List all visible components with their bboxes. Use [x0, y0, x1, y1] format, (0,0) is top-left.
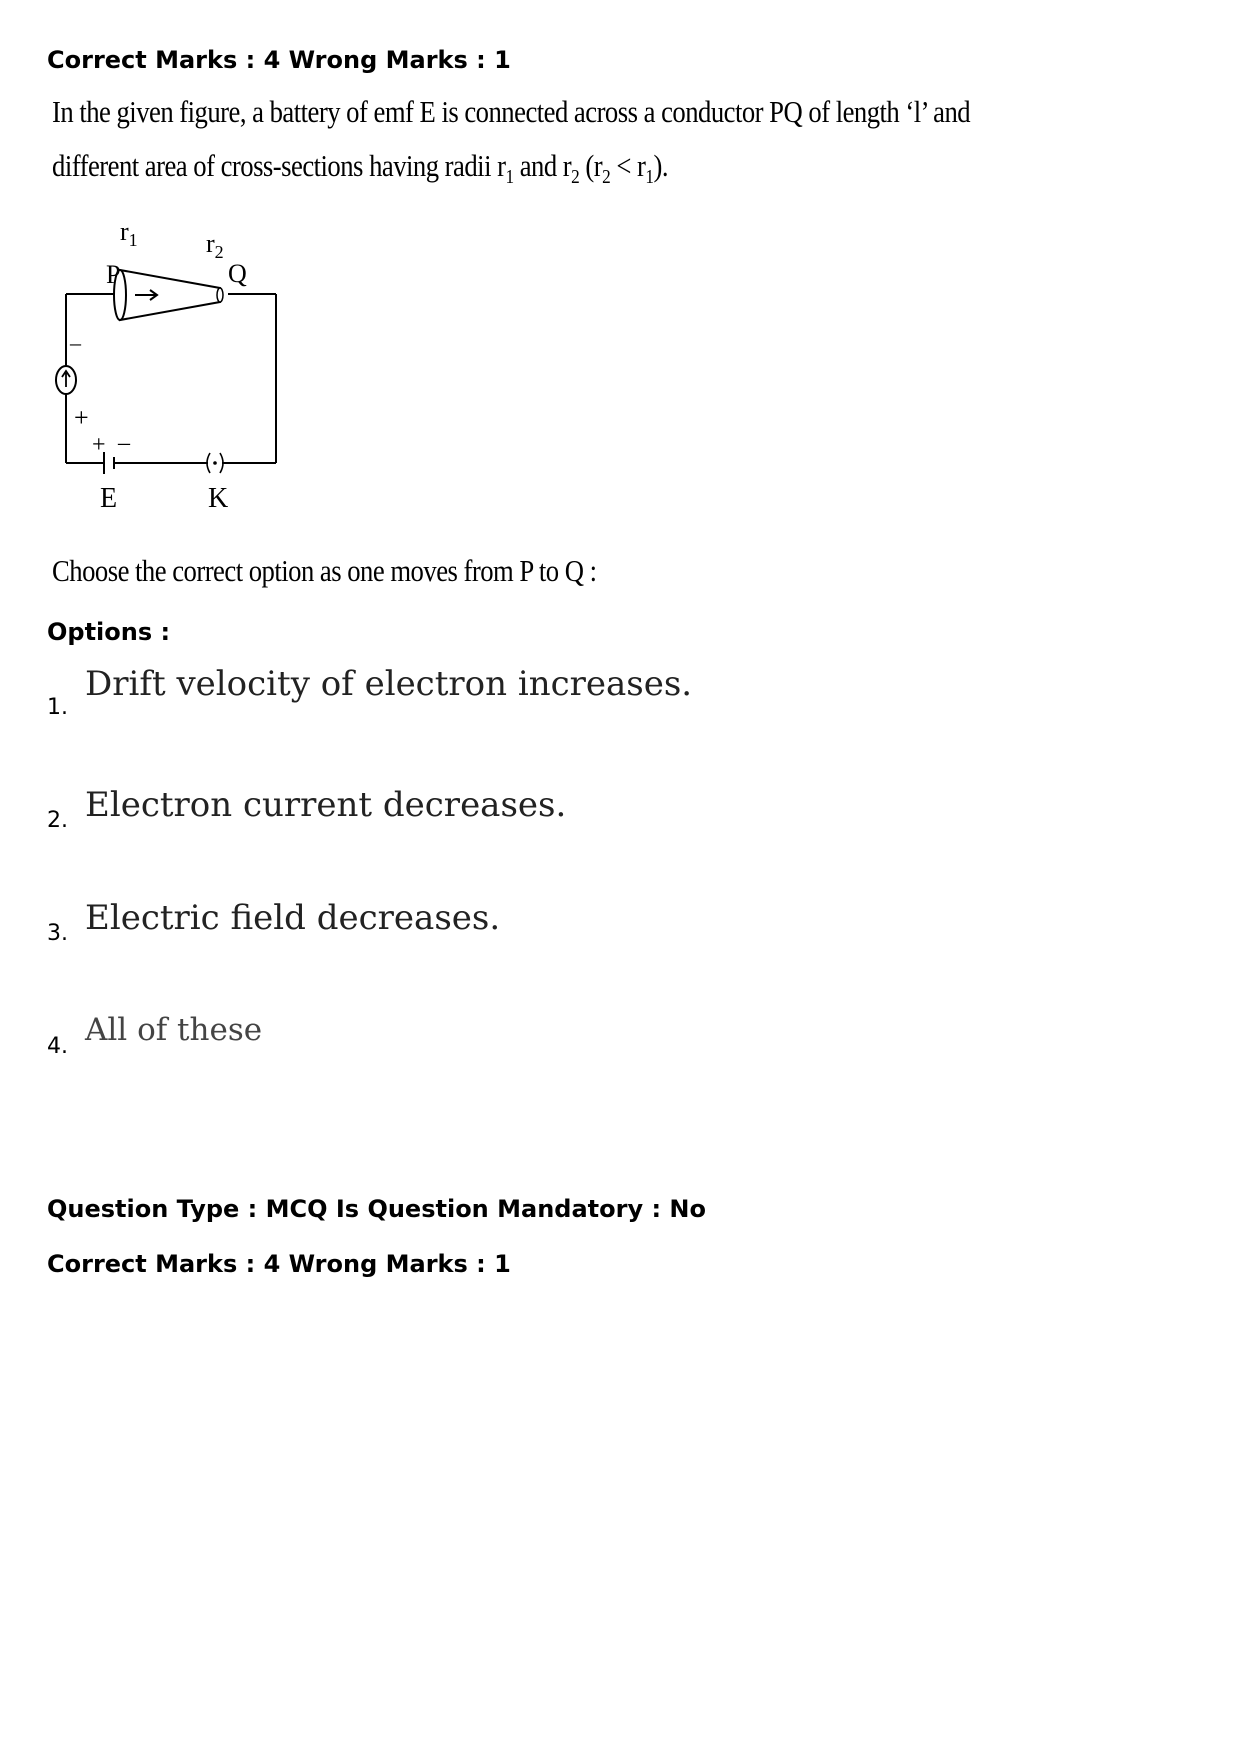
label-q: Q	[228, 259, 247, 288]
question-line-2: different area of cross-sections having radii $r_1$ and $r_2$ $(r_2 < r_1)$.	[52, 148, 669, 189]
label-plus-ammeter: +	[74, 403, 89, 432]
label-r1: $r_1$	[120, 220, 138, 250]
options-heading: Options :	[47, 618, 171, 646]
option-text: Electric field decreases.	[85, 898, 501, 938]
question-line-1: In the given figure, a battery of emf E is connected across a conductor PQ of length ‘l’ and	[52, 94, 971, 129]
option-number: 2.	[47, 808, 68, 833]
label-e: E	[100, 483, 118, 514]
conductor-end-q	[217, 288, 223, 302]
question-prompt: Choose the correct option as one moves from P to Q :	[52, 553, 597, 588]
question-type-line: Question Type : MCQ Is Question Mandatory : No	[47, 1195, 706, 1223]
option-number: 4.	[47, 1034, 68, 1059]
option-text: All of these	[85, 1012, 263, 1048]
label-minus-battery: –	[118, 430, 130, 456]
option-text: Electron current decreases.	[85, 785, 567, 825]
option-number: 1.	[47, 695, 68, 720]
label-minus-ammeter: –	[70, 330, 81, 355]
marks-line-bottom: Correct Marks : 4 Wrong Marks : 1	[47, 1250, 511, 1278]
label-r2: $r_2$	[206, 229, 224, 262]
label-k: K	[208, 483, 229, 514]
key-symbol	[207, 453, 210, 473]
circuit-figure	[48, 220, 288, 520]
option-text: Drift velocity of electron increases.	[85, 664, 693, 704]
option-number: 3.	[47, 921, 68, 946]
marks-line-top: Correct Marks : 4 Wrong Marks : 1	[47, 46, 511, 74]
label-plus-battery: +	[92, 432, 106, 458]
label-p: P	[106, 260, 121, 289]
